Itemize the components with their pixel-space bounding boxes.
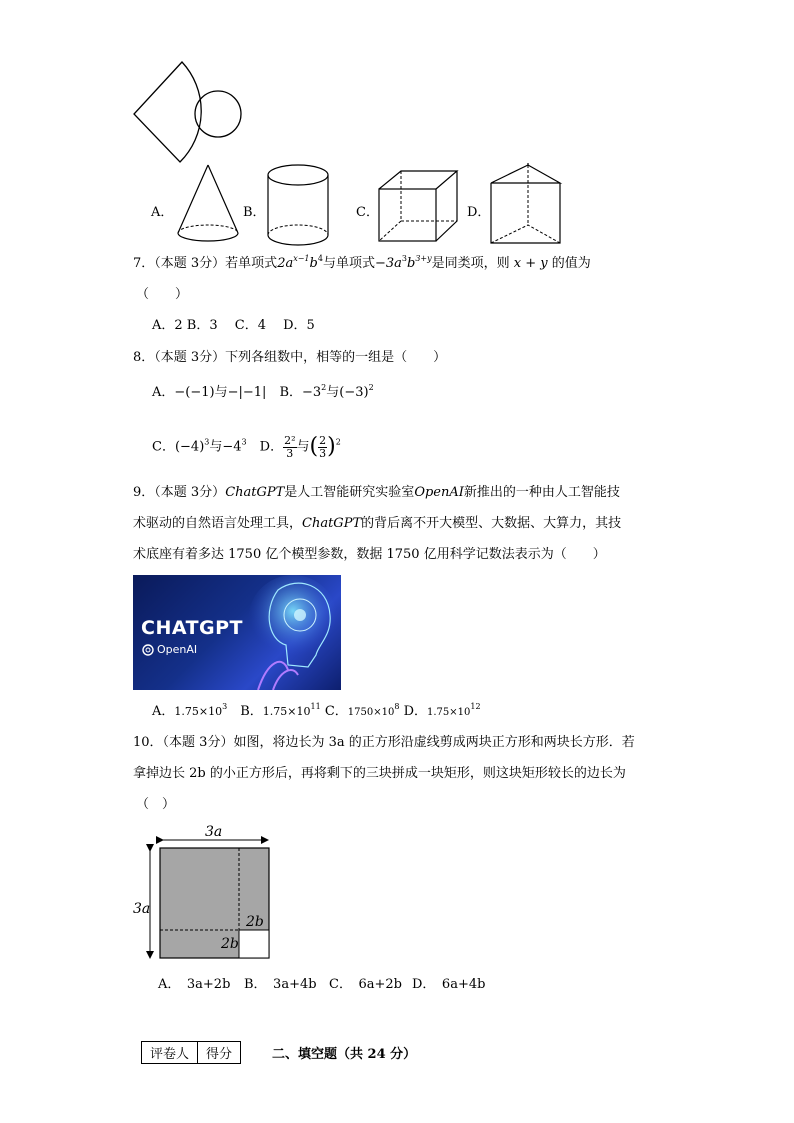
q8-option-c-mid: 与−4 <box>209 439 242 455</box>
q6-option-c: C． <box>356 205 379 220</box>
q8-option-b-exp2: 2 <box>368 383 374 392</box>
question-7 <box>133 256 591 272</box>
q6-option-b: B． <box>243 205 266 220</box>
q8-d-den: 3 <box>286 446 294 460</box>
q7-answer-paren: （ ） <box>136 287 189 302</box>
square-cut-figure <box>130 822 280 964</box>
fig-label-top-3a: 3a <box>205 824 223 840</box>
grader-cell: 评卷人 <box>142 1042 198 1064</box>
q8-option-a-label: A． <box>152 385 175 400</box>
q9-options <box>152 704 481 721</box>
prism-figure <box>488 163 566 247</box>
q7-mono1-exp2: 4 <box>317 254 323 263</box>
q8-d-num2: 2 <box>319 433 327 447</box>
q7-prefix: 7．（本题 3分）若单项式 <box>133 256 278 271</box>
q9-option-c-label: C． <box>324 704 348 719</box>
q8-option-b-exp1: 2 <box>321 383 327 392</box>
q9-chatgpt-2: ChatGPT <box>302 516 362 531</box>
fig-label-2b-bottom: 2b <box>221 936 239 952</box>
q8-option-c-label: C． <box>152 439 175 455</box>
q8-d-fraction-2 <box>318 435 327 460</box>
q8-option-b-mid: 与 <box>326 385 340 400</box>
q6-option-a: A． <box>151 205 174 220</box>
q9-line1b: 是人工智能研究实验室 <box>284 485 415 500</box>
q7-mono2-exp2: 3+y <box>415 254 432 263</box>
cone-figure <box>175 163 245 248</box>
q7-mono1-b: b <box>309 256 318 271</box>
q9-line1a: 9．（本题 3分） <box>133 485 226 500</box>
q8-option-c-exp1: 3 <box>204 437 210 447</box>
ai-head-illustration <box>238 575 341 690</box>
q8-d-exp: 2 <box>335 437 341 447</box>
q8-option-b-expr1: −3 <box>302 385 322 400</box>
q7-options: A．2 B．3 C．4 D．5 <box>152 318 315 333</box>
q8-option-c-expr1: (−4) <box>174 439 205 455</box>
sector-circle-figure <box>130 60 250 165</box>
q8-d-num: 2² <box>284 433 296 447</box>
q9-chatgpt-1: ChatGPT <box>225 485 285 500</box>
q8-option-a-expr: −(−1)与−|−1| <box>174 385 267 400</box>
q9-option-b-val: 1.75×10 <box>262 705 311 718</box>
q7-mono2: −3a <box>374 256 402 271</box>
q9-option-d-exp: 12 <box>470 702 481 711</box>
q7-mid: 与单项式 <box>322 256 375 271</box>
grader-score-table <box>141 1041 241 1064</box>
q9-option-a-val: 1.75×10 <box>174 705 223 718</box>
score-cell: 得分 <box>198 1042 241 1064</box>
q8-option-b-label: B． <box>279 385 302 400</box>
q7-mono1-exp1: x−1 <box>293 254 310 263</box>
q10-answer-paren: （ ） <box>136 797 176 812</box>
q9-option-c-exp: 8 <box>394 702 400 711</box>
q7-mono1: 2a <box>277 256 294 271</box>
q9-option-b-exp: 11 <box>310 702 321 711</box>
q9-option-d-label: D． <box>403 704 428 719</box>
q7-suffix1: 是同类项，则 <box>431 256 510 271</box>
q9-line2a: 术驱动的自然语言处理工具， <box>133 516 303 531</box>
q7-suffix2: 的值为 <box>551 256 591 271</box>
q10-line1: 10．（本题 3分）如图，将边长为 3a 的正方形沿虚线剪成两块正方形和两块长方形．若 <box>133 735 635 750</box>
q9-line2 <box>133 516 621 532</box>
q9-line2b: 的背后离不开大模型、大数据、大算力，其技 <box>361 516 622 531</box>
openai-logo-icon <box>142 644 154 656</box>
chatgpt-image-title: CHATGPT <box>141 617 244 639</box>
q10-option-c: C． 6a+2b <box>329 977 402 992</box>
q9-line3: 术底座有着多达 1750 亿个模型参数，数据 1750 亿用科学记数法表示为（ ） <box>133 547 606 562</box>
question-8: 8．（本题 3分）下列各组数中，相等的一组是（ ） <box>133 350 447 365</box>
q9-option-b-label: B． <box>240 704 263 719</box>
chatgpt-image-subtitle: OpenAI <box>157 643 198 656</box>
q8-d-den2: 3 <box>319 446 327 460</box>
q9-openai: OpenAI <box>414 485 464 500</box>
q8-d-mid: 与 <box>296 439 310 455</box>
q8-options-ab <box>152 385 374 401</box>
q9-option-a-exp: 3 <box>222 702 228 711</box>
q9-option-a-label: A． <box>152 704 175 719</box>
q9-option-d-val: 1.75×10 <box>427 707 471 718</box>
q6-option-d: D． <box>467 205 491 220</box>
fig-label-2b-right: 2b <box>246 914 264 930</box>
chatgpt-image <box>133 575 341 690</box>
fig-label-left-3a: 3a <box>133 901 151 917</box>
q10-option-a: A． 3a+2b <box>158 977 231 992</box>
q9-line1c: 新推出的一种由人工智能技 <box>463 485 620 500</box>
section-title: 二、填空题（共 24 分） <box>272 1047 417 1062</box>
q10-option-b: B． 3a+4b <box>244 977 317 992</box>
q8-d-fraction-1 <box>283 435 296 460</box>
q10-option-d: D． 6a+4b <box>412 977 486 992</box>
cylinder-figure <box>265 162 333 250</box>
q8-option-c-exp2: 3 <box>241 437 247 447</box>
q8-options-cd: C．$(-4)^3$与$-4^3$ D． $\frac{\text{2²}}{3}$ 与( $\frac{2}{3}$ )$^2$ <box>152 433 341 460</box>
q7-mono2-b: b <box>406 256 416 271</box>
q7-mono2-exp1: 3 <box>401 254 407 263</box>
q9-line1 <box>133 485 620 501</box>
q9-option-c-val: 1750×10 <box>347 707 395 718</box>
q8-option-b-expr2: (−3) <box>339 385 369 400</box>
cube-figure <box>375 169 461 245</box>
q8-option-d-label: D． <box>259 439 284 455</box>
q7-xy: x + y <box>513 256 548 271</box>
q10-line2: 拿掉边长 2b 的小正方形后，再将剩下的三块拼成一块矩形，则这块矩形较长的边长为 <box>133 766 626 781</box>
